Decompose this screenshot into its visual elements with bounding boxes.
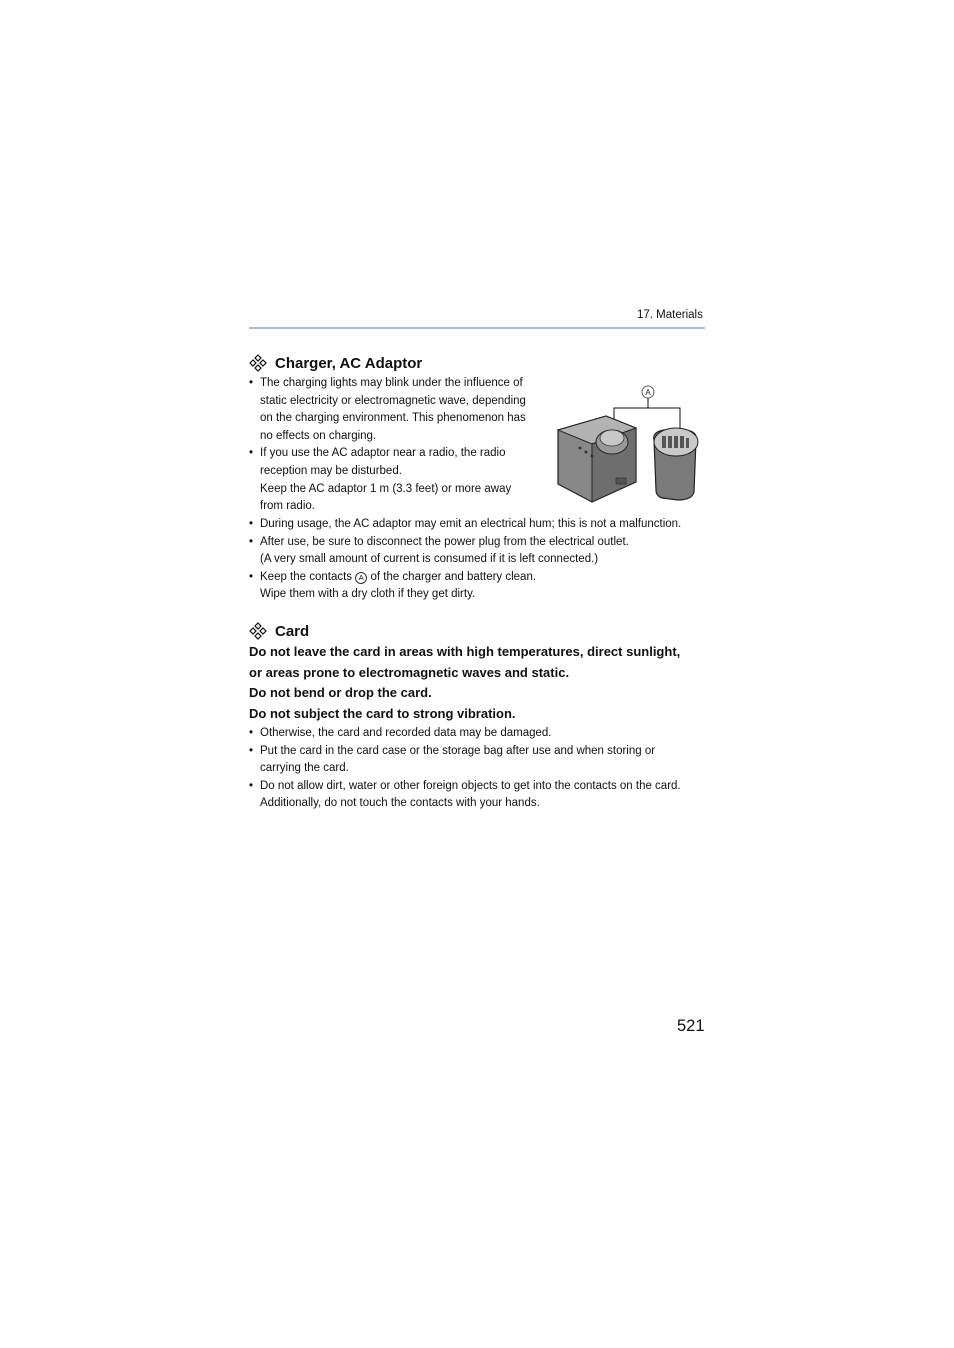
list-item: • The charging lights may blink under the influence of static electricity or electromagnetic wave, depending on the charging environment. This phenomenon has no effects on charging. — [249, 375, 549, 445]
diamond-bullet-icon — [249, 354, 267, 372]
figure-marker: A — [645, 388, 651, 397]
section-header: 17. Materials — [637, 309, 703, 321]
list-item: • If you use the AC adaptor near a radio, the radio reception may be disturbed. Keep the AC adaptor 1 m (3.3 feet) or more away from radio. — [249, 445, 549, 515]
diamond-bullet-icon — [249, 622, 267, 640]
contact-marker: A — [355, 572, 367, 584]
charger-heading — [249, 354, 422, 372]
charger-bullets-narrow — [249, 375, 549, 516]
list-item: • Do not allow dirt, water or other foreign objects to get into the contacts on the card. Additionally, do not touch the contacts with your hands. — [249, 778, 719, 813]
card-bullets — [249, 725, 719, 813]
header-rule — [249, 327, 705, 329]
card-warnings: Do not leave the card in areas with high temperatures, direct sunlight, or areas prone to electromagnetic waves and static. Do not bend or drop the card. Do not subject the card to strong vibration. — [249, 644, 681, 721]
list-item: • Keep the contacts A of the charger and battery clean. Wipe them with a dry cloth if they get dirty. — [249, 569, 709, 604]
list-item: • Put the card in the card case or the storage bag after use and when storing or carrying the card. — [249, 743, 719, 778]
list-item: • During usage, the AC adaptor may emit an electrical hum; this is not a malfunction. — [249, 516, 709, 534]
charger-battery-illustration — [552, 380, 708, 508]
card-title: Card — [275, 622, 310, 640]
list-item: • After use, be sure to disconnect the power plug from the electrical outlet. (A very small amount of current is consumed if it is left connected.) — [249, 534, 709, 569]
charger-title: Charger, AC Adaptor — [275, 354, 423, 372]
card-heading — [249, 622, 309, 640]
page-number: 521 — [677, 1017, 705, 1035]
charger-bullets-wide — [249, 516, 709, 604]
list-item: • Otherwise, the card and recorded data may be damaged. — [249, 725, 719, 743]
